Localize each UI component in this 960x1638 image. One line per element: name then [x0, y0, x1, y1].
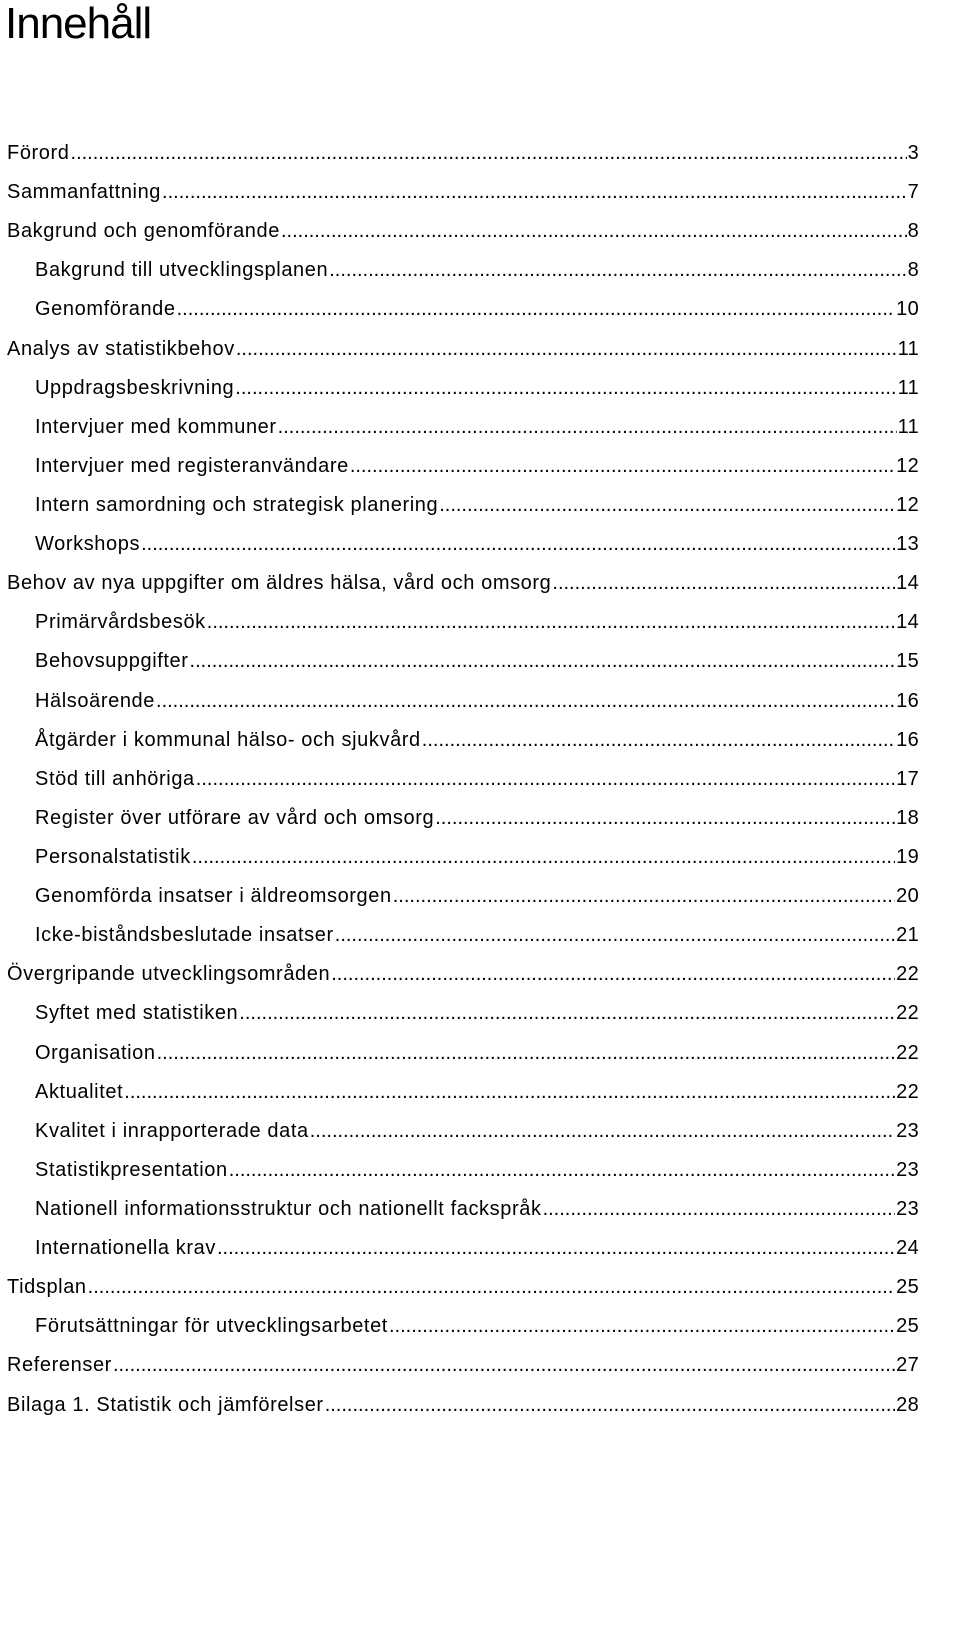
dot-leader [124, 1080, 895, 1104]
toc-entry-title: Genomförda insatser i äldreomsorgen [35, 885, 392, 908]
toc-entry[interactable] [0, 297, 960, 336]
toc-entry[interactable] [0, 845, 960, 884]
toc-entry-title: Primärvårdsbesök [35, 611, 206, 634]
toc-entry[interactable] [0, 1393, 960, 1432]
dot-leader [325, 1393, 895, 1417]
toc-entry[interactable] [0, 1158, 960, 1197]
toc-entry[interactable] [0, 219, 960, 258]
toc-entry-title: Workshops [35, 533, 141, 556]
toc-entry-page-number: 17 [896, 767, 919, 790]
toc-entry[interactable] [0, 923, 960, 962]
dot-leader [190, 649, 896, 673]
toc-entry-page-number: 21 [896, 924, 919, 947]
toc-entry[interactable] [0, 141, 960, 180]
toc-entry[interactable] [0, 532, 960, 571]
toc-entry-title: Kvalitet i inrapporterade data [35, 1119, 309, 1142]
toc-entry-title: Analys av statistikbehov [7, 337, 235, 360]
toc-entry[interactable] [0, 1197, 960, 1236]
dot-leader [177, 297, 896, 321]
dot-leader [422, 728, 895, 752]
toc-entry-page-number: 23 [896, 1119, 919, 1142]
toc-entry-title: Intervjuer med registeranvändare [35, 454, 349, 477]
toc-entry-page-number: 16 [896, 689, 919, 712]
toc-entry-title: Förord [7, 142, 70, 164]
toc-entry-page-number: 8 [907, 220, 919, 243]
dot-leader [278, 415, 897, 439]
toc-entry[interactable] [0, 1041, 960, 1080]
toc-entry[interactable] [0, 1353, 960, 1392]
dot-leader [207, 610, 895, 634]
toc-entry-title: Behovsuppgifter [35, 650, 189, 673]
toc-entry-title: Övergripande utvecklingsområden [7, 963, 331, 986]
toc-entry[interactable] [0, 493, 960, 532]
dot-leader [236, 337, 897, 361]
dot-leader [435, 806, 895, 830]
toc-entry-title: Nationell informationsstruktur och nationellt fackspråk [35, 1197, 542, 1220]
toc-entry-title: Referenser [7, 1354, 112, 1377]
dot-leader [329, 258, 906, 282]
toc-entry-title: Register över utförare av vård och omsorg [35, 806, 435, 829]
dot-leader [239, 1001, 895, 1025]
toc-entry[interactable] [0, 962, 960, 1001]
toc-entry-title: Uppdragsbeskrivning [35, 376, 235, 399]
toc-entry[interactable] [0, 1080, 960, 1119]
toc-entry-page-number: 22 [896, 1002, 919, 1025]
page-title: Innehåll [5, 0, 152, 48]
toc-entry-title: Bakgrund och genomförande [7, 220, 280, 243]
toc-entry-page-number: 22 [896, 1041, 919, 1064]
dot-leader [393, 884, 895, 908]
toc-entry-title: Behov av nya uppgifter om äldres hälsa, vård och omsorg [7, 572, 552, 595]
dot-leader [88, 1275, 895, 1299]
toc-entry[interactable] [0, 376, 960, 415]
toc-entry[interactable] [0, 1119, 960, 1158]
toc-entry-page-number: 14 [896, 572, 919, 595]
toc-entry-title: Sammanfattning [7, 181, 162, 204]
toc-entry-page-number: 18 [896, 806, 919, 829]
toc-entry[interactable] [0, 415, 960, 454]
toc-entry-title: Internationella krav [35, 1237, 216, 1260]
toc-entry-title: Icke-biståndsbeslutade insatser [35, 924, 334, 947]
toc-entry[interactable] [0, 1275, 960, 1314]
dot-leader [310, 1119, 895, 1143]
dot-leader [335, 923, 895, 947]
toc-entry-title: Tidsplan [7, 1276, 87, 1299]
toc-entry[interactable] [0, 454, 960, 493]
toc-entry-title: Genomförande [35, 298, 176, 321]
toc-entry-title: Bakgrund till utvecklingsplanen [35, 259, 329, 282]
toc-entry-page-number: 3 [907, 142, 919, 164]
toc-entry[interactable] [0, 806, 960, 845]
dot-leader [350, 454, 895, 478]
toc-entry-title: Hälsoärende [35, 689, 156, 712]
toc-entry[interactable] [0, 610, 960, 649]
toc-entry-page-number: 23 [896, 1158, 919, 1181]
toc-entry-page-number: 7 [907, 181, 919, 204]
table-of-contents [0, 141, 960, 1432]
dot-leader [552, 571, 895, 595]
toc-entry-page-number: 16 [896, 728, 919, 751]
toc-entry-title: Intern samordning och strategisk planering [35, 493, 439, 516]
toc-entry[interactable] [0, 1236, 960, 1275]
toc-entry-page-number: 25 [896, 1276, 919, 1299]
toc-entry-title: Statistikpresentation [35, 1158, 228, 1181]
toc-entry-page-number: 14 [896, 611, 919, 634]
toc-entry-page-number: 15 [896, 650, 919, 673]
toc-entry-title: Syftet med statistiken [35, 1002, 239, 1025]
toc-entry-page-number: 22 [896, 1080, 919, 1103]
toc-entry-page-number: 23 [896, 1197, 919, 1220]
toc-entry-page-number: 27 [896, 1354, 919, 1377]
toc-entry-title: Aktualitet [35, 1080, 124, 1103]
dot-leader [217, 1236, 895, 1260]
toc-entry-page-number: 28 [896, 1393, 919, 1416]
dot-leader [113, 1353, 895, 1377]
toc-entry-page-number: 20 [896, 885, 919, 908]
toc-entry[interactable] [0, 884, 960, 923]
dot-leader [389, 1314, 895, 1338]
toc-entry-page-number: 25 [896, 1315, 919, 1338]
toc-entry[interactable] [0, 258, 960, 297]
toc-entry-title: Bilaga 1. Statistik och jämförelser [7, 1393, 324, 1416]
dot-leader [229, 1158, 895, 1182]
toc-entry-title: Åtgärder i kommunal hälso- och sjukvård [35, 728, 421, 751]
dot-leader [162, 180, 907, 204]
toc-entry-page-number: 11 [897, 337, 919, 360]
toc-entry-page-number: 22 [896, 963, 919, 986]
toc-entry-page-number: 11 [897, 376, 919, 399]
dot-leader [157, 1041, 896, 1065]
toc-entry[interactable] [0, 767, 960, 806]
toc-entry-page-number: 11 [897, 415, 919, 438]
toc-entry-page-number: 12 [896, 493, 919, 516]
toc-entry-page-number: 10 [896, 298, 919, 321]
toc-entry[interactable] [0, 571, 960, 610]
dot-leader [235, 376, 896, 400]
dot-leader [141, 532, 895, 556]
dot-leader [156, 689, 895, 713]
toc-entry[interactable] [0, 1001, 960, 1040]
toc-entry-page-number: 13 [896, 533, 919, 556]
dot-leader [439, 493, 895, 517]
toc-entry-page-number: 19 [896, 845, 919, 868]
dot-leader [192, 845, 895, 869]
dot-leader [196, 767, 895, 791]
dot-leader [331, 962, 895, 986]
toc-entry-page-number: 12 [896, 454, 919, 477]
toc-entry[interactable] [0, 649, 960, 688]
toc-entry-title: Personalstatistik [35, 845, 191, 868]
toc-entry-title: Organisation [35, 1041, 156, 1064]
toc-entry-title: Intervjuer med kommuner [35, 415, 277, 438]
toc-entry[interactable] [0, 1314, 960, 1353]
toc-entry-page-number: 8 [907, 259, 919, 282]
dot-leader [543, 1197, 896, 1221]
toc-entry-title: Förutsättningar för utvecklingsarbetet [35, 1315, 388, 1338]
toc-entry[interactable] [0, 180, 960, 219]
toc-entry-title: Stöd till anhöriga [35, 767, 195, 790]
toc-entry[interactable] [0, 689, 960, 728]
dot-leader [71, 141, 907, 165]
toc-entry[interactable] [0, 728, 960, 767]
toc-entry-page-number: 24 [896, 1237, 919, 1260]
toc-entry[interactable] [0, 337, 960, 376]
dot-leader [281, 219, 907, 243]
